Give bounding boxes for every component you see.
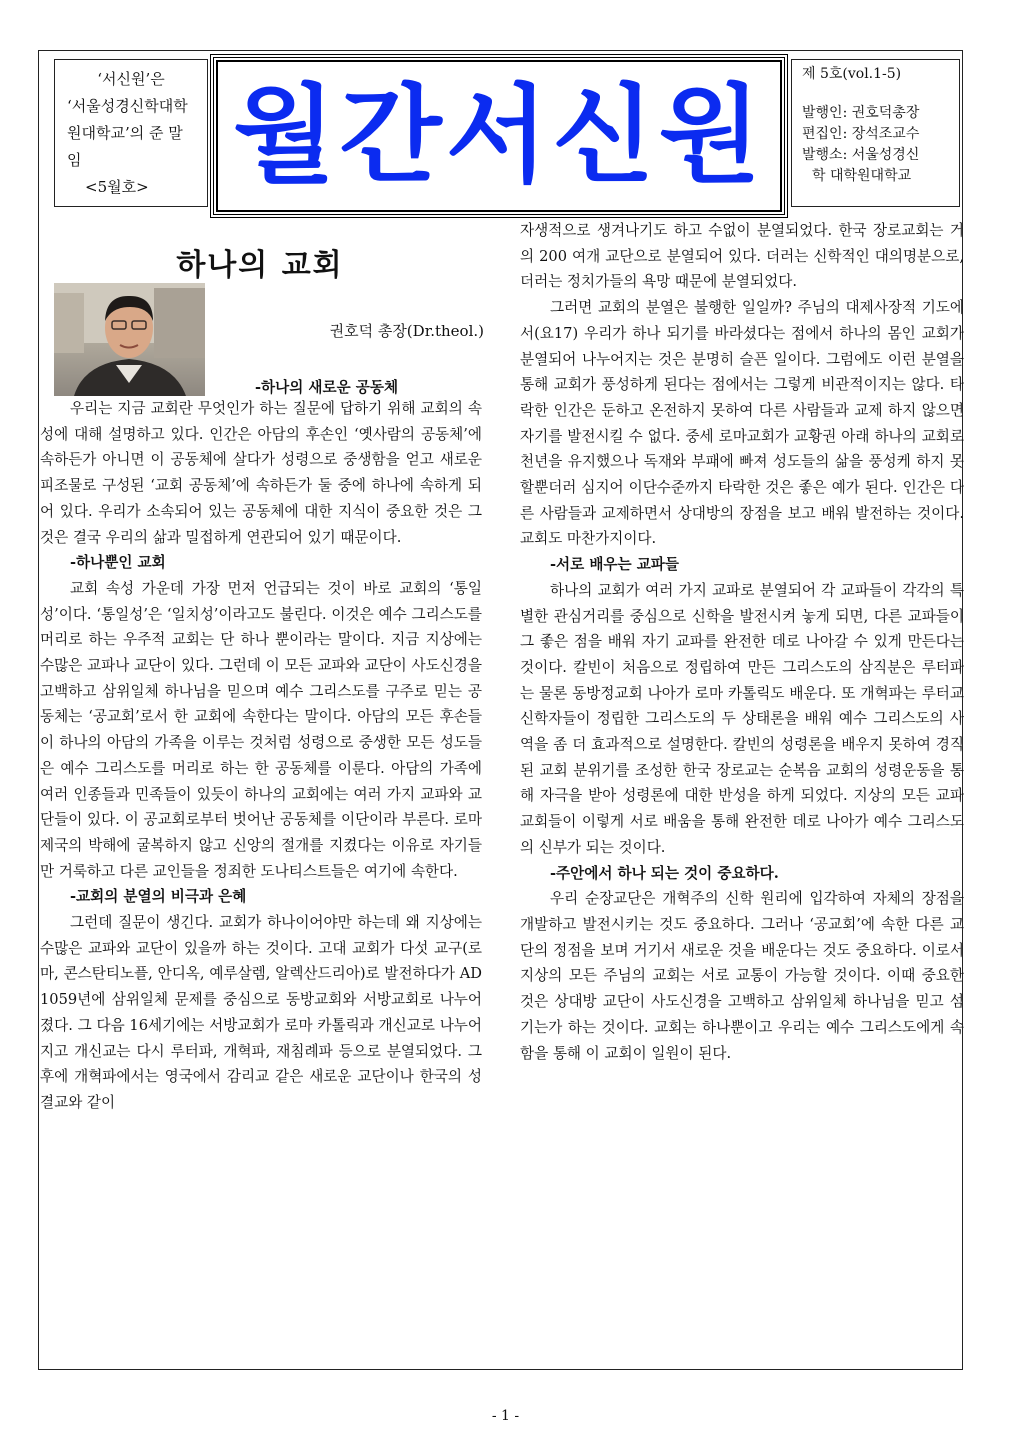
about-line: 임	[67, 151, 82, 169]
office-line: 발행소: 서울성경신	[802, 147, 920, 163]
author-byline: 권호덕 총장(Dr.theol.)	[329, 322, 484, 340]
section-heading: -하나의 새로운 공동체	[255, 379, 399, 396]
paragraph: 그런데 질문이 생긴다. 교회가 하나이어야만 하는데 왜 지상에는 수많은 교파와 교단이 있을까 하는 것이다. 고대 교회가 다섯 교구(로마, 콘스탄티노플, 안디옥, 예루살렘, 알렉산드리아)로 발전하다가 AD 1059년에 삼위일체 문제를 중심으로 동방교회와 서방교회로 나누어졌다. 그 다음 16세기에는 서방교회가 로마 카톨릭과 개신교로 나누어지고 개신교는 다시 루터파, 개혁파, 재침례파 등으로 분열되었다. 그 후에 개혁파에서는 영국에서 감리교 같은 새로운 교단이나 한국의 성결교와 같이	[40, 914, 482, 1111]
office-line: 학 대학원대학교	[812, 168, 912, 184]
paragraph: 자생적으로 생겨나기도 하고 수없이 분열되었다. 한국 장로교회는 거의 200 여개 교단으로 분열되어 있다. 더러는 신학적인 대의명분으로, 더러는 정치가들의 욕망 때문에 분열되었다.	[520, 222, 964, 291]
paragraph: 하나의 교회가 여러 가지 교파로 분열되어 각 교파들이 각각의 특별한 관심거리를 중심으로 신학을 발전시켜 놓게 되면, 다른 교파들이 그 좋은 점을 배워 자기 교파를 완전한 데로 나아갈 수 있게 만든다는 것이다. 칼빈이 처음으로 정립하여 만든 그리스도의 삼직분은 루터파는 물론 동방정교회 나아가 로마 카톨릭도 배운다. 또 개혁파는 루터교 신학자들이 정립한 그리스도의 두 상태론을 배워 예수 그리스도의 사역을 좀 더 효과적으로 설명한다. 칼빈의 성령론을 배우지 못하여 경직된 교회 분위기를 조성한 한국 장로교는 순복음 교회의 성령운동을 통해 자극을 받아 성령론에 대한 반성을 하게 되었다. 지상의 모든 교파 교회들이 이렇게 서로 배움을 통해 완전한 데로 나아가 예수 그리스도의 신부가 되는 것이다.	[520, 581, 964, 856]
about-box	[54, 59, 208, 207]
section-heading: -하나뿐인 교회	[70, 554, 166, 572]
page-number: - 1 -	[491, 1408, 520, 1424]
article-column-right	[520, 218, 964, 1066]
masthead-box	[210, 54, 788, 218]
paragraph: 교회 속성 가운데 가장 먼저 언급되는 것이 바로 교회의 ‘통일성’이다. ‘통일성’은 ‘일치성’이라고도 불린다. 이것은 예수 그리스도를 머리로 하는 우주적 교회는 단 하나 뿐이라는 말이다. 지금 지상에는 수많은 교파나 교단이 있다. 그런데 이 모든 교파와 교단이 사도신경을 고백하고 삼위일체 하나님을 믿으며 예수 그리스도를 구주로 믿는 공동체는 ‘공교회’로서 한 교회에 속한다는 말이다. 아담의 모든 후손들이 하나의 아담의 가족을 이루는 것처럼 성령으로 중생한 모든 성도들은 예수 그리스도를 머리로 하는 한 공동체를 이룬다. 아담의 가족에 여러 인종들과 민족들이 있듯이 하나의 교회에는 여러 가지 교파와 교단들이 있다. 이 공교회로부터 벗어난 공동체를 이단이라 부른다. 로마제국의 박해에 굴복하지 않고 신앙의 절개를 지켰다는 이유로 자기들만 거룩하고 다른 교인들을 정죄한 도나티스트들은 여기에 속한다.	[40, 579, 482, 880]
publisher: 발행인: 권호덕총장	[802, 105, 920, 121]
section-heading: -교회의 분열의 비극과 은혜	[70, 888, 247, 906]
about-line: ‘서신원’은	[97, 70, 165, 88]
month-label: <5월호>	[85, 178, 149, 196]
section-heading: -주안에서 하나 되는 것이 중요하다.	[550, 864, 779, 882]
paragraph: 우리는 지금 교회란 무엇인가 하는 질문에 답하기 위해 교회의 속성에 대해 설명하고 있다. 인간은 아담의 후손인 ‘옛사람의 공동체’에 속하든가 아니면 이 공동체에 살다가 성령으로 중생함을 얻고 새로운 피조물로 구성된 ‘교회 공동체’에 속하든가 둘 중에 하나에 속하게 되어 있다. 우리가 소속되어 있는 공동체에 대한 지식이 중요한 것은 그것은 결국 우리의 삶과 밀접하게 연관되어 있기 때문이다.	[40, 400, 482, 546]
issue-info-box	[791, 59, 960, 207]
masthead-title: 월간서신원	[233, 74, 765, 197]
about-line: 원대학교’의 준 말	[67, 124, 183, 142]
author-photo	[54, 283, 205, 396]
author-portrait-icon	[54, 283, 205, 396]
paragraph: 우리 순장교단은 개혁주의 신학 원리에 입각하여 자체의 장점을 개발하고 발전시키는 것도 중요하다. 그러나 ‘공교회’에 속한 다른 교단의 정점을 보며 거기서 새로운 것을 배운다는 것도 중요하다. 이로서 지상의 모든 주님의 교회는 서로 교통이 가능할 것이다. 이때 중요한 것은 상대방 교단이 사도신경을 고백하고 삼위일체 하나님을 믿고 섬기는가 하는 것이다. 교회는 하나뿐이고 우리는 예수 그리스도에게 속함을 통해 이 교회이 일원이 된다.	[520, 890, 964, 1062]
article-title: 하나의 교회	[176, 248, 344, 283]
editor: 편집인: 장석조교수	[802, 126, 920, 142]
masthead-inner	[216, 60, 782, 212]
about-line: ‘서울성경신학대학	[67, 97, 188, 115]
paragraph: 그러면 교회의 분열은 불행한 일일까? 주님의 대제사장적 기도에서(요17) 우리가 하나 되기를 바라셨다는 점에서 하나의 몸인 교회가 분열되어 나누어지는 것은 분명히 슬픈 일이다. 그럼에도 이런 분열을 통해 교회가 풍성하게 된다는 점에서는 그렇게 비관적이지는 않다. 타락한 인간은 둔하고 온전하지 못하여 다른 사람들과 교제 하지 않으면 자기를 발전시킬 수 없다. 중세 로마교회가 교황권 아래 하나의 교회로 천년을 유지했으나 독재와 부패에 빠져 성도들의 삶을 풍성케 하지 못할뿐더러 심지어 이단수준까지 타락한 것은 좋은 예가 된다. 인간은 다른 사람들과 교제하면서 상대방의 장점을 보고 배워 발전하는 것이다. 교회도 마찬가지이다.	[520, 299, 964, 548]
issue-number: 제 5호(vol.1-5)	[802, 66, 902, 82]
article-column-left	[40, 396, 482, 1116]
section-heading: -서로 배우는 교파들	[550, 556, 679, 574]
